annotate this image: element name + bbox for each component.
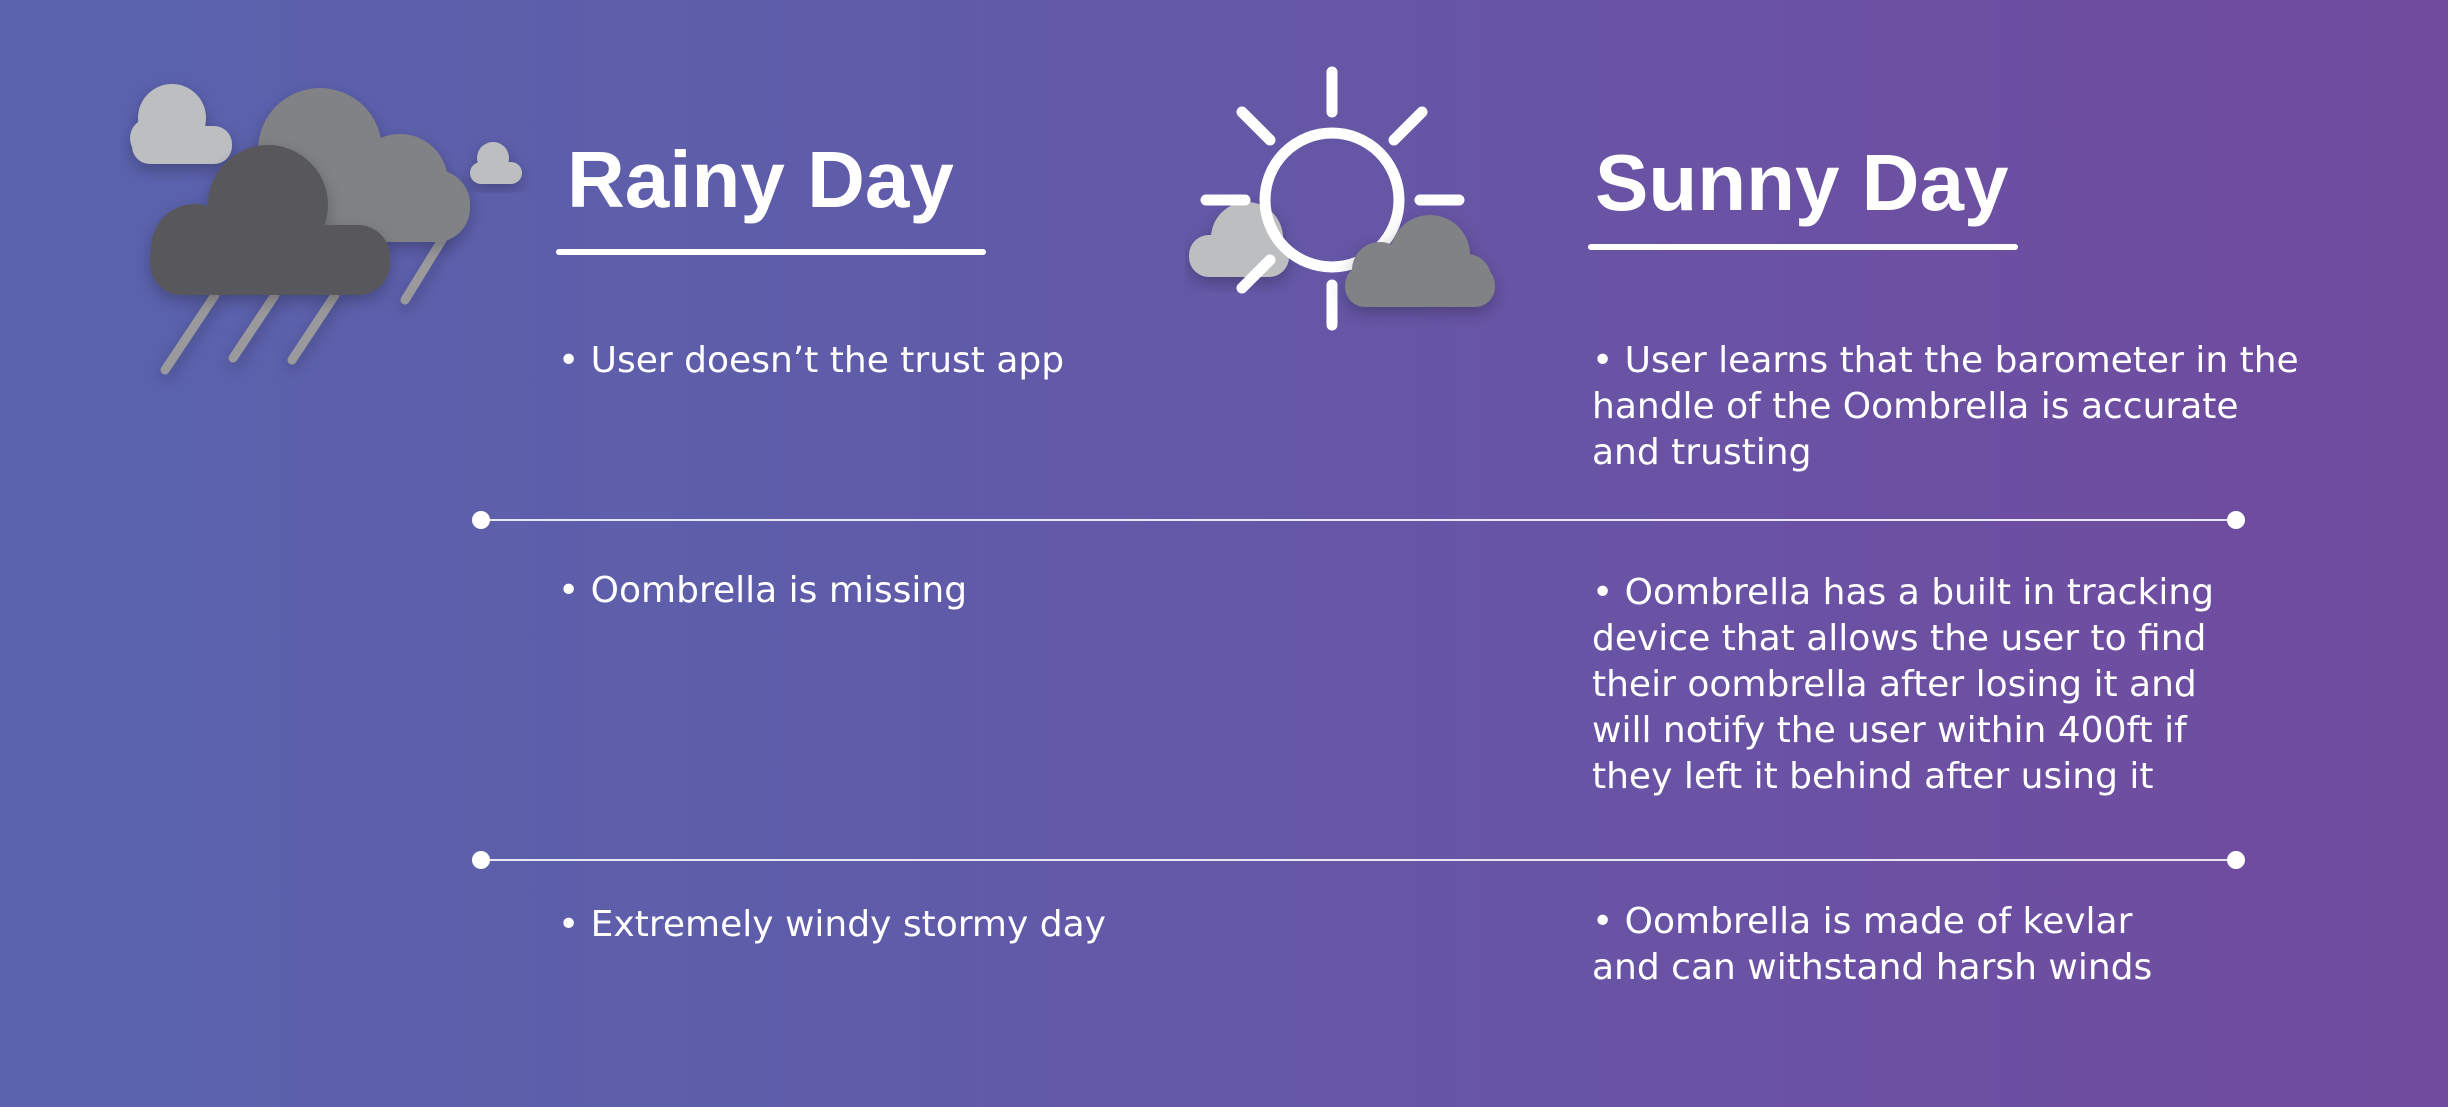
- row-divider-1-left-dot: [472, 511, 490, 529]
- rainy-item-2: • Oombrella is missing: [558, 570, 968, 611]
- sunny-item-2: • Oombrella has a built in tracking device that allows the user to find their oombrella after losing it and will notify the user within 400ft if they left it behind after using it: [1592, 572, 2214, 797]
- rainy-item-3: • Extremely windy stormy day: [558, 904, 1106, 945]
- sunny-item-3: • Oombrella is made of kevlar and can withstand harsh winds: [1592, 901, 2153, 988]
- rainy-item-1: • User doesn’t the trust app: [558, 340, 1065, 381]
- rainy-day-title: Rainy Day: [567, 135, 954, 224]
- rainy-day-underline: [556, 249, 986, 255]
- row-divider-1-right-dot: [2227, 511, 2245, 529]
- row-divider-2-right-dot: [2227, 851, 2245, 869]
- sunny-item-1: • User learns that the barometer in the handle of the Oombrella is accurate and trusting: [1592, 340, 2299, 473]
- rain-cloud-icon: [120, 70, 540, 390]
- sunny-day-underline: [1588, 244, 2018, 250]
- row-divider-1: [481, 519, 2236, 521]
- sunny-day-title: Sunny Day: [1595, 138, 2009, 227]
- row-divider-2-left-dot: [472, 851, 490, 869]
- row-divider-2: [481, 859, 2236, 861]
- sun-cloud-icon: [1185, 60, 1525, 350]
